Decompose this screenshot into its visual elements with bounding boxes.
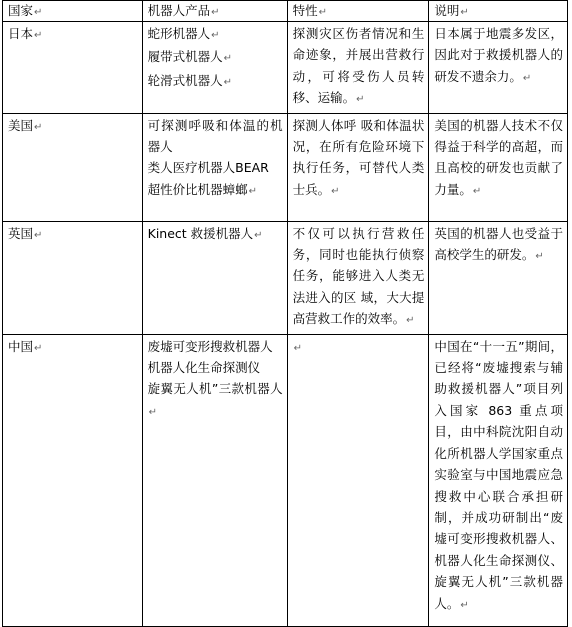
notes-cell: 日本属于地震多发区，因此对于救援机器人的研发不遗余力。↵ xyxy=(429,22,568,114)
product-item: 机器人化生命探测仪 xyxy=(147,360,261,376)
header-cell-notes: 说明↵ xyxy=(429,1,568,22)
table-row xyxy=(3,334,568,626)
header-row xyxy=(3,1,568,22)
country-cell: 英国↵ xyxy=(3,221,143,334)
robot-comparison-table xyxy=(2,0,568,627)
product-item: 类人医疗机器人BEAR xyxy=(147,160,269,176)
product-item: 可探测呼吸和体温的机器人 xyxy=(147,117,283,155)
product-item: 履带式机器人↵ xyxy=(147,49,233,65)
features-cell: 不仅可以执行营救任务，同时也能执行侦察任务，能够进入人类无法进入的区 域，大大提高营救工作的效率。↵ xyxy=(287,221,429,334)
table-row xyxy=(3,221,568,334)
products-cell xyxy=(142,334,287,626)
country-cell: 中国↵ xyxy=(3,334,143,626)
header-cell-country: 国家↵ xyxy=(3,1,143,22)
product-item: 蛇形机器人↵ xyxy=(147,26,220,41)
product-item: 旋翼无人机”三款机器人↵ xyxy=(147,381,283,418)
notes-cell: 中国在“十一五”期间，已经将“废墟搜索与辅助救援机器人”项目列入国家 863 重点项目，由中科院沈阳自动化所机器人学国家重点实验室与中国地震应急搜救中心联合承担研制，并成功研制出“废墟可变形搜救机器人、机器人化生命探测仪、旋翼无人机”三款机器人。↵ xyxy=(429,334,568,626)
products-cell xyxy=(142,113,287,221)
table-row xyxy=(3,22,568,114)
notes-cell: 英国的机器人也受益于高校学生的研发。↵ xyxy=(429,221,568,334)
product-item: 超性价比机器蟑螂↵ xyxy=(147,181,258,197)
table-row xyxy=(3,113,568,221)
features-cell: ↵ xyxy=(287,334,429,626)
notes-cell: 美国的机器人技术不仅得益于科学的高超，而且高校的研发也贡献了力量。↵ xyxy=(429,113,568,221)
product-item: 废墟可变形搜救机器人 xyxy=(147,338,273,354)
features-cell: 探测灾区伤者情况和生命迹象，并展出营救行动，可将受伤人员转移、运输。↵ xyxy=(287,22,429,114)
features-cell: 探测人体呼 吸和体温状况，在所有危险环境下执行任务，可替代人类士兵。↵ xyxy=(287,113,429,221)
header-cell-product: 机器人产品↵ xyxy=(142,1,287,22)
country-cell: 美国↵ xyxy=(3,113,143,221)
products-cell xyxy=(142,221,287,334)
country-cell: 日本↵ xyxy=(3,22,143,114)
product-item: Kinect 救援机器人↵ xyxy=(147,225,263,241)
products-cell xyxy=(142,22,287,114)
header-cell-features: 特性↵ xyxy=(287,1,429,22)
product-item: 轮滑式机器人↵ xyxy=(147,72,233,88)
